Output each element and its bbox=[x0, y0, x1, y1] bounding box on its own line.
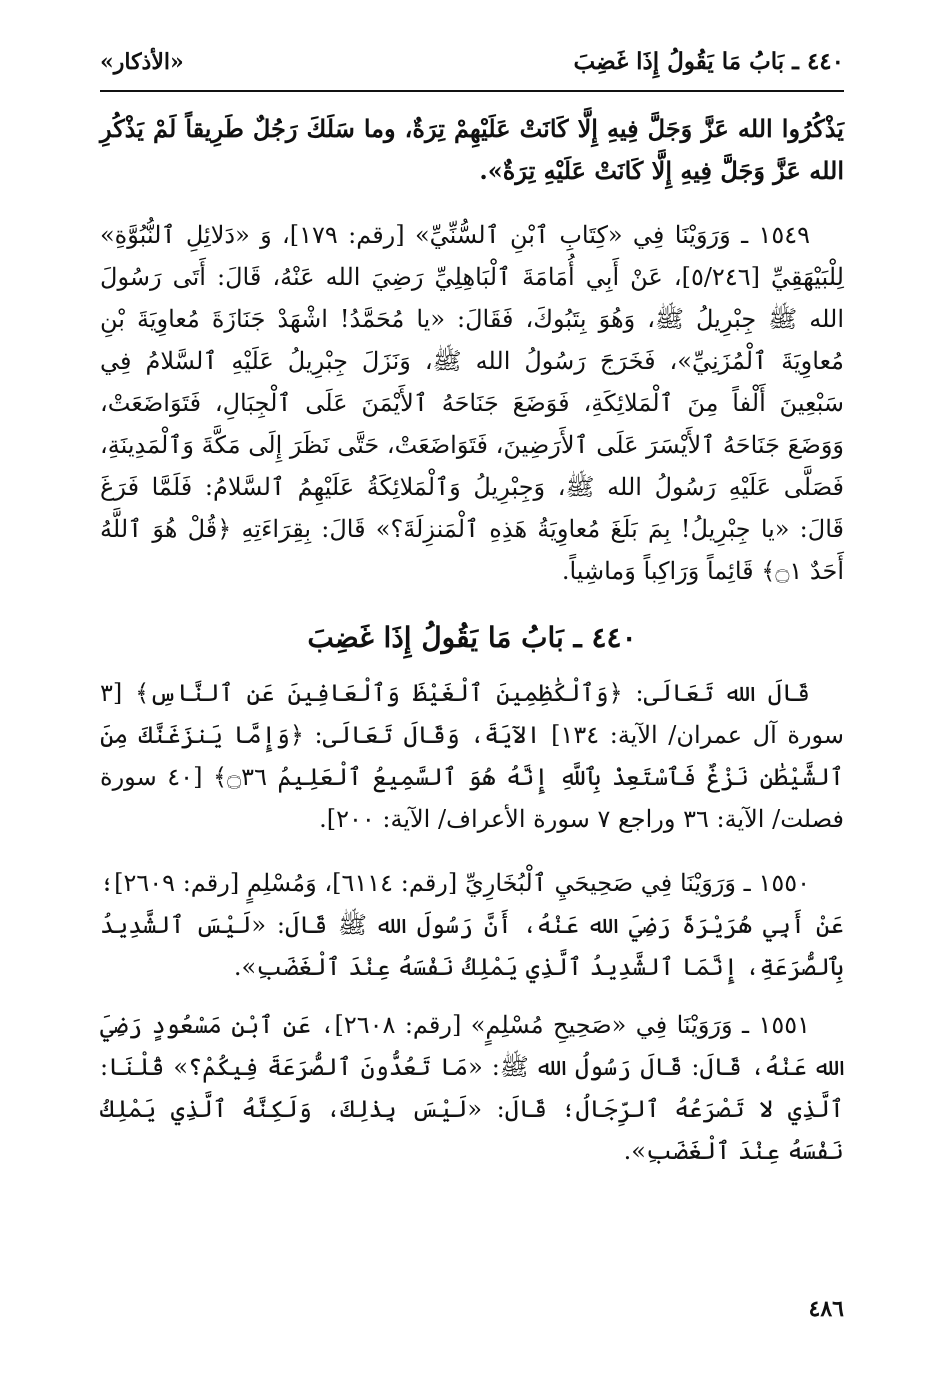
quran-verses-paragraph: قَالَ الله تَعَالَى: ﴿وَٱلْكَٰظِمِينَ ٱلْغَيْظَ وَٱلْعَافِينَ عَنِ ٱلنَّاسِ﴾ [٣ سورة آل عمران/ الآية: ١٣٤] الآيَةَ، وَقَالَ تَعَالَى: ﴿وَإِمَّا يَنزَغَنَّكَ مِنَ ٱلشَّيْطَٰنِ نَزْغٌ فَٱسْتَعِذْ بِٱللَّهِ إِنَّهُ هُوَ ٱلسَّمِيعُ ٱلْعَلِيمُ ۝٣٦﴾ [٤٠ سورة فصلت/ الآية: ٣٦ وراجع ٧ سورة الأعراف/ الآية: ٢٠٠]. bbox=[100, 679, 844, 833]
chapter-title: ٤٤٠ ـ بَابُ مَا يَقُولُ إِذَا غَضِبَ bbox=[307, 621, 637, 654]
running-header bbox=[100, 48, 844, 90]
continuation-paragraph: يَذْكُرُوا الله عَزَّ وَجَلَّ فِيهِ إِلَّا كَانَتْ عَلَيْهِمْ تِرَةٌ، وما سَلَكَ رَجُلٌ طَرِيقاً لَمْ يَذْكُرِ الله عَزَّ وَجَلَّ فِيهِ إِلَّا كَانَتْ عَلَيْهِ تِرَةٌ». bbox=[100, 114, 844, 185]
hadith-1551: ١٥٥١ ـ وَرَوَيْنَا فِي «صَحِيحِ مُسْلِمٍ» [رقم: ٢٦٠٨]، عَنِ ٱبْنِ مَسْعُودٍ رَضِيَ الله عَنْهُ، قَالَ: قَالَ رَسُولُ الله ﷺ: «مَا تَعُدُّونَ ٱلصُّرَعَةَ فِيكُمْ؟» قُلْنَا: ٱلَّذِي لا تَصْرَعُهُ ٱلرِّجَالُ؛ قَالَ: «لَيْسَ بِذٰلِكَ، وَلَكِنَّهُ ٱلَّذِي يَمْلِكُ نَفْسَهُ عِنْدَ ٱلْغَضَبِ». bbox=[100, 1011, 844, 1165]
header-book-title: «الأذكار» bbox=[100, 49, 184, 75]
page-number: ٤٨٦ bbox=[808, 1296, 844, 1322]
header-chapter-title: ٤٤٠ ـ بَابُ مَا يَقُولُ إِذَا غَضِبَ bbox=[573, 48, 844, 75]
book-page bbox=[100, 48, 844, 1348]
hadith-1549: ١٥٤٩ ـ وَرَوَيْنَا فِي «كِتَابِ ٱبْنِ ٱلسُّنِّيِّ» [رقم: ١٧٩]، وَ «دَلائِلِ ٱلنُّبُوَّةِ» لِلْبَيْهَقِيِّ [٥/٢٤٦]، عَنْ أَبِي أُمَامَةَ ٱلْبَاهِلِيِّ رَضِيَ الله عَنْهُ، قَالَ: أَتَى رَسُولَ الله ﷺ جِبْرِيلُ ﷺ، وَهُوَ بِتَبُوكَ، فَقَالَ: «يا مُحَمَّدُ! اشْهَدْ جَنَازَةَ مُعاوِيَةَ بْنِ مُعاوِيَةَ ٱلْمُزَنِيِّ»، فَخَرَجَ رَسُولُ الله ﷺ، وَنَزَلَ جِبْرِيلُ عَلَيْهِ ٱلسَّلامُ فِي سَبْعِينَ أَلْفاً مِنَ ٱلْمَلائِكَةِ، فَوَضَعَ جَنَاحَهُ ٱلأَيْمَنَ عَلَى ٱلْجِبَالِ، فَتَوَاضَعَتْ، وَوَضَعَ جَنَاحَهُ ٱلأَيْسَرَ عَلَى ٱلأَرَضِينَ، فَتَوَاضَعَتْ، حَتَّى نَظَرَ إِلَى مَكَّةَ وَٱلْمَدِينَةِ، فَصَلَّى عَلَيْهِ رَسُولُ الله ﷺ، وَجِبْرِيلُ وَٱلْمَلائِكَةُ عَلَيْهِمُ ٱلسَّلامُ: فَلَمَّا فَرَغَ قَالَ: «يا جِبْرِيلُ! بِمَ بَلَغَ مُعاوِيَةُ هَذِهِ ٱلْمَنزِلَةَ؟» قَالَ: بِقِرَاءَتِهِ ﴿قُلْ هُوَ ٱللَّهُ أَحَدٌ ۝١﴾ قَائِماً وَرَاكِباً وَماشِياً. bbox=[100, 221, 845, 585]
header-rule bbox=[100, 90, 844, 92]
hadith-1550: ١٥٥٠ ـ وَرَوَيْنَا فِي صَحِيحَيِ ٱلْبُخَارِيِّ [رقم: ٦١١٤]، وَمُسْلِمٍ [رقم: ٢٦٠٩]؛ عَنْ أَبِي هُرَيْرَةَ رَضِيَ الله عَنْهُ، أَنَّ رَسُولَ الله ﷺ قَالَ: «لَيْسَ ٱلشَّدِيدُ بِٱلصُّرَعَةِ، إِنَّمَا ٱلشَّدِيدُ ٱلَّذِي يَمْلِكُ نَفْسَهُ عِنْدَ ٱلْغَضَبِ». bbox=[100, 869, 844, 981]
